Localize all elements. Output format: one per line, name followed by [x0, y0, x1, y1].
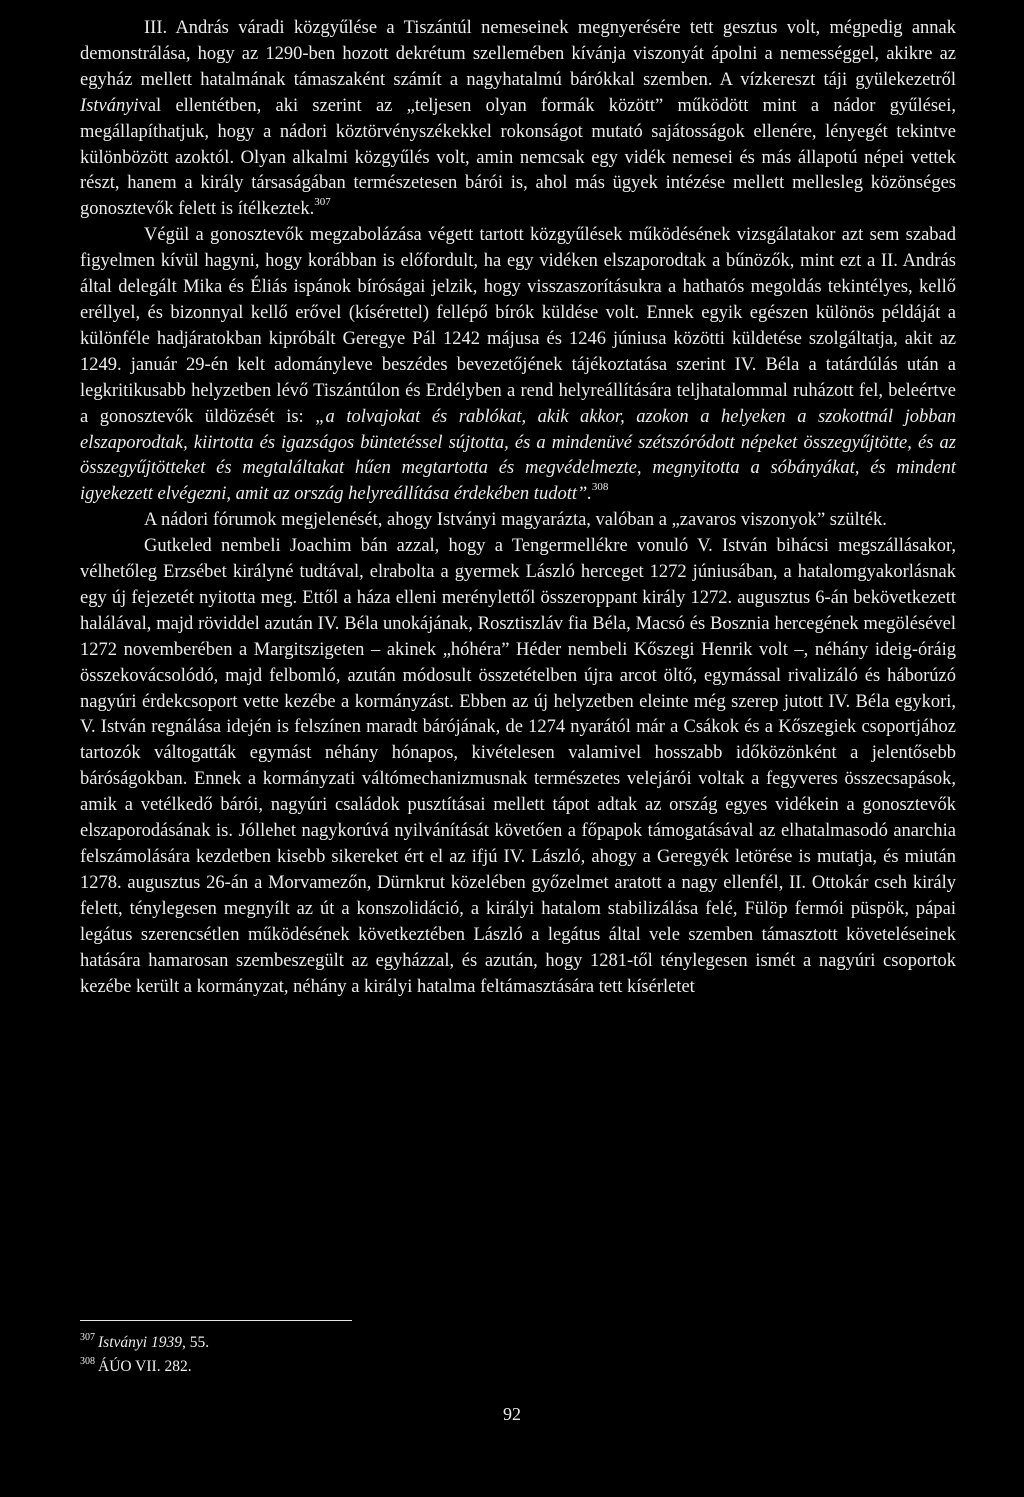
footnote-reference: 308 [591, 481, 609, 494]
footnote-reference: 307 [314, 196, 331, 209]
footnote [80, 1355, 956, 1379]
page-number: 92 [503, 1404, 521, 1424]
body-text [80, 16, 956, 1000]
italic-text: „a tolvajokat és rablókat, akik akkor, azokon a helyeken a szokottnál jobban elszaporodtak, kiirtotta és igazságos büntetéssel sújtotta, és a mindenüvé szétszóródott népeket összegyűjtötte, és az összegyűjtötteket és megtaláltakat hűen megtartotta és megvédelmezte, megnyitotta a sóbányákat, és mindent igyekezett elvégezni, amit az ország helyreállítása érdekében tudott”. [80, 406, 956, 505]
paragraph [80, 534, 956, 1000]
text-run: A nádori fórumok megjelenését, ahogy Istványi magyarázta, valóban a „zavaros viszonyok” szülték. [144, 510, 887, 531]
paragraph [80, 508, 956, 534]
paragraph [80, 16, 956, 223]
footnote-divider [80, 1320, 352, 1321]
footnote-list [80, 1331, 956, 1379]
footnote-reference: 307 [80, 1331, 95, 1343]
footnote-reference: 308 [80, 1355, 95, 1367]
text-run: Végül a gonosztevők megzabolázása végett tartott közgyűlések működésének vizsgálatakor azt sem szabad figyelmen kívül hagyni, hogy korábban is előfordult, ha egy vidéken elszaporodtak a bűnözők, mint ezt a II. András által delegált Mika és Éliás ispánok bíróságai jelzik, hogy visszaszorításukra a hathatós megoldás tekintélyes, kellő eréllyel, és bizonnyal kellő erővel (kísérettel) fellépő bírók küldése volt. Ennek egyik egészen különös példáját a különféle hadjáratokban kipróbált Geregye Pál 1242 májusa és 1246 júniusa közötti küldetése szolgáltatja, akit az 1249. január 29-én kelt adományleve beszédes bevezetőjének tájékoztatása szerint IV. Béla a tatárdúlás után a legkritikusabb helyzetben lévő Tiszántúlon és Erdélyben a rend helyreállítására teljhatalommal ruházott fel, beleértve a gonosztevők üldözését is: [80, 225, 956, 427]
text-run: ÁÚO VII. 282. [98, 1358, 192, 1375]
text-run: , 55. [181, 1334, 210, 1351]
paragraph [80, 223, 956, 508]
text-run: Gutkeled nembeli Joachim bán azzal, hogy a Tengermellékre vonuló V. István bihácsi megszállásakor, vélhetőleg Erzsébet királyné tudtával, elrabolta a gyermek László herceget 1272 júniusában, a hatalomgyakorlásnak egy új fejezetét nyitotta meg. Ettől a háza elleni merénylettől összeroppant király 1272. augusztus 6-án bekövetkezett halálával, majd röviddel azután IV. Béla unokájának, Rosztiszláv fia Béla, Macsó és Bosznia hercegének megölésével 1272 novemberében a Margitszigeten – akinek „hóhéra” Héder nembeli Kőszegi Henrik volt –, néhány ideig-óráig összekovácsolódó, majd felbomló, azután módosult összetételben újra arcot öltő, egymással rivalizáló és háborúzó nagyúri érdekcsoport vette kezébe a kormányzást. Ebben az új helyzetben eleinte még szerep jutott IV. Béla egykori, V. István regnálása idején is felszínen maradt bárójának, de 1274 nyarától már a Csákok és a Kőszegiek csoportjához tartozók váltogatták egymást néhány hónapos, kivételesen valamivel hosszabb időközönként a jelentősebb báróságokban. Ennek a kormányzati váltómechanizmusnak természetes velejárói voltak a fegyveres összecsapások, amik a vetélkedő bárói, nagyúri családok pusztításai mellett tápot adtak az ország egyes vidékein a gonosztevők elszaporodásának is. Jóllehet nagykorúvá nyilvánítását követően a főpapok támogatásával az elhatalmasodó anarchia felszámolására kezdetben kisebb sikereket ért el az ifjú IV. László, ahogy a Geregyék letörése is mutatja, és miután 1278. augusztus 26-án a Morvamezőn, Dürnkrut közelében győzelmet aratott a nagy ellenfél, II. Ottokár cseh király felett, ténylegesen megnyílt az út a konszolidáció, a királyi hatalom stabilizálása felé, Fülöp fermói püspök, pápai legátus szerencsétlen működésének következtében László a legátus által vele szemben támasztott követeléseinek hatására hamarosan szembeszegült az egyházzal, és azután, hogy 1281-től ténylegesen ismét a nagyúri csoportok kezébe került a kormányzat, néhány a királyi hatalma feltámasztására tett kísérletet [80, 536, 956, 997]
text-run: val ellentétben, aki szerint az „teljesen olyan formák között” működött mint a nádor gyűlései, megállapíthatjuk, hogy a nádori köztörvényszékekkel rokonságot mutató sajátosságok ellenére, lényegét tekintve különbözött azoktól. Olyan alkalmi közgyűlés volt, amin nemcsak egy vidék nemesei és más állapotú népei vettek részt, hanem a király társaságában természetesen bárói is, ahol más ügyek intézése mellett mellesleg közönséges gonosztevők felett is ítélkeztek. [80, 95, 956, 220]
italic-text: Istványi 1939 [98, 1334, 182, 1351]
footnotes [80, 1320, 956, 1379]
footnote [80, 1331, 956, 1355]
italic-text: Istványi [80, 95, 139, 116]
text-run: III. András váradi közgyűlése a Tiszántúl nemeseinek megnyerésére tett gesztus volt, mégpedig annak demonstrálása, hogy az 1290-ben hozott dekrétum szellemében kívánja viszonyát ápolni a nemességgel, akikre az egyház mellett hatalmának támaszaként számít a nagyhatalmú bárókkal szemben. A vízkereszt táji gyülekezetről [80, 18, 956, 90]
